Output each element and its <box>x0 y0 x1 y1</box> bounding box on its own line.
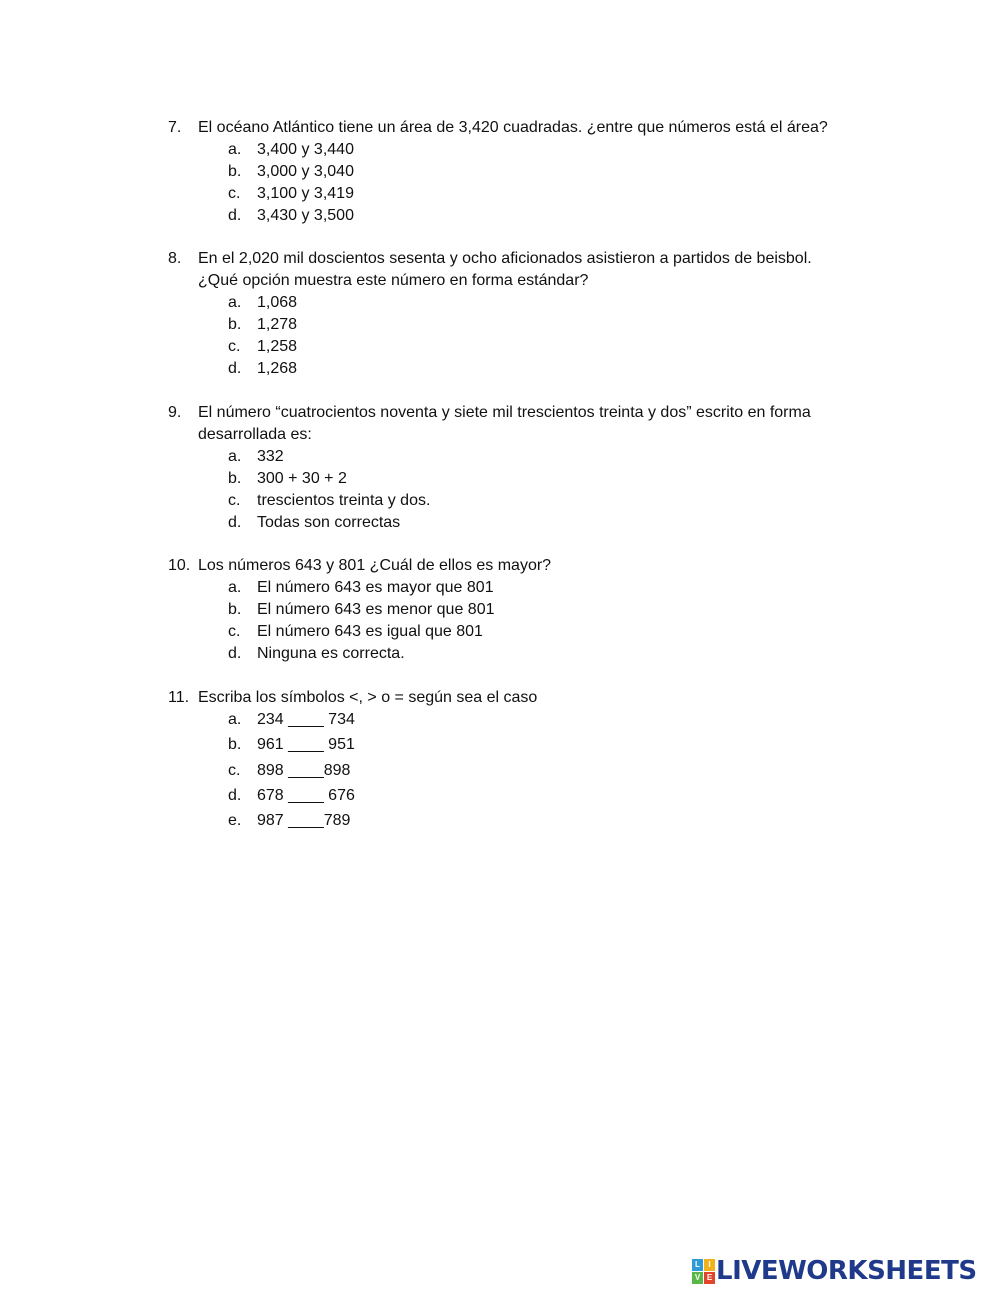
option-text[interactable]: 3,000 y 3,040 <box>257 163 354 180</box>
option-letter: d. <box>228 360 242 377</box>
option-text[interactable]: 332 <box>257 448 284 465</box>
option-letter: b. <box>228 601 242 618</box>
option-text[interactable]: trescientos treinta y dos. <box>257 492 431 509</box>
option-letter: a. <box>228 294 242 311</box>
option-letter: b. <box>228 736 242 753</box>
question-number: 7. <box>168 119 182 136</box>
comparison-blank[interactable]: 234 ____ 734 <box>257 711 355 728</box>
option-text[interactable]: El número 643 es mayor que 801 <box>257 579 494 596</box>
comparison-blank[interactable]: 987 ____789 <box>257 812 351 829</box>
option-text[interactable]: 1,258 <box>257 338 298 355</box>
question-text: Escriba los símbolos <, > o = según sea el caso <box>198 689 538 706</box>
option-letter: a. <box>228 141 242 158</box>
logo-mark-letter: V <box>692 1272 703 1284</box>
option-letter: c. <box>228 623 241 640</box>
question-number: 11. <box>168 689 190 706</box>
option-letter: a. <box>228 579 242 596</box>
option-letter: a. <box>228 448 242 465</box>
option-letter: b. <box>228 163 242 180</box>
option-letter: c. <box>228 338 241 355</box>
logo-mark-letter: E <box>704 1272 715 1284</box>
option-letter: e. <box>228 812 242 829</box>
option-letter: b. <box>228 316 242 333</box>
question-text: desarrollada es: <box>198 426 312 443</box>
option-text[interactable]: 1,268 <box>257 360 298 377</box>
logo-text: LIVEWORKSHEETS <box>716 1256 977 1286</box>
comparison-blank[interactable]: 961 ____ 951 <box>257 736 355 753</box>
option-letter: c. <box>228 492 241 509</box>
option-text[interactable]: 1,278 <box>257 316 298 333</box>
option-letter: c. <box>228 762 241 779</box>
liveworksheets-logo <box>692 1256 977 1286</box>
option-letter: a. <box>228 711 242 728</box>
option-text[interactable]: Ninguna es correcta. <box>257 645 405 662</box>
question-number: 10. <box>168 557 191 574</box>
question-text: Los números 643 y 801 ¿Cuál de ellos es mayor? <box>198 557 552 574</box>
option-letter: d. <box>228 207 242 224</box>
logo-mark-letter: L <box>692 1259 703 1271</box>
option-text[interactable]: El número 643 es menor que 801 <box>257 601 495 618</box>
option-text[interactable]: 3,400 y 3,440 <box>257 141 354 158</box>
question-number: 9. <box>168 404 182 421</box>
option-text[interactable]: 3,430 y 3,500 <box>257 207 354 224</box>
question-number: 8. <box>168 250 182 267</box>
comparison-blank[interactable]: 898 ____898 <box>257 762 351 779</box>
option-text[interactable]: 1,068 <box>257 294 298 311</box>
option-text[interactable]: 300 + 30 + 2 <box>257 470 347 487</box>
option-text[interactable]: El número 643 es igual que 801 <box>257 623 483 640</box>
option-letter: d. <box>228 514 242 531</box>
comparison-blank[interactable]: 678 ____ 676 <box>257 787 355 804</box>
logo-mark-letter: I <box>704 1259 715 1271</box>
option-text[interactable]: Todas son correctas <box>257 514 401 531</box>
option-text[interactable]: 3,100 y 3,419 <box>257 185 354 202</box>
question-text: El número “cuatrocientos noventa y siete mil trescientos treinta y dos” escrito en forma <box>198 404 811 421</box>
option-letter: c. <box>228 185 241 202</box>
logo-mark-icon <box>692 1259 714 1283</box>
question-text: En el 2,020 mil doscientos sesenta y ocho aficionados asistieron a partidos de beisbol. <box>198 250 812 267</box>
option-letter: d. <box>228 787 242 804</box>
option-letter: b. <box>228 470 242 487</box>
question-text: ¿Qué opción muestra este número en forma estándar? <box>198 272 589 289</box>
option-letter: d. <box>228 645 242 662</box>
question-text: El océano Atlántico tiene un área de 3,420 cuadradas. ¿entre que números está el área? <box>198 119 828 136</box>
